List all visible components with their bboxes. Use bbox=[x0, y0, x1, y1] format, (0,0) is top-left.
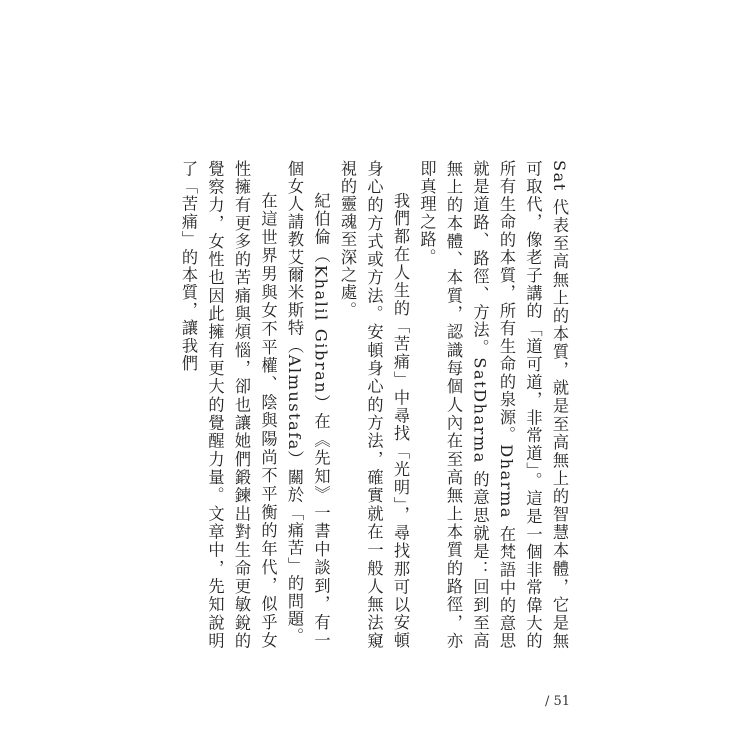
page-number: / 51 bbox=[545, 694, 571, 709]
paragraph-women: 在這世界男與女不平權、陰與陽尚不平衡的年代，似乎女性擁有更多的苦痛與煩惱，卻也讓她們鍛鍊出對生命更敏銳的覺察力，女性也因此擁有更大的覺醒力量。文章中，先知說明了「苦痛」的本質，讓我們 bbox=[179, 160, 278, 650]
paragraph-gibran: 紀伯倫（Khalil Gibran）在《先知》一書中談到，有一個女人請教艾爾米斯特（Almustafa）關於「痛苦」的問題。 bbox=[285, 160, 331, 650]
paragraph-suffering-light: 我們都在人生的「苦痛」中尋找「光明」，尋找那可以安頓身心的方式或方法。安頓身心的方法，確實就在一般人無法窺視的靈魂至深之處。 bbox=[338, 160, 410, 650]
vertical-text-body bbox=[175, 160, 573, 650]
paragraph-satdharma: Sat 代表至高無上的本質，就是至高無上的智慧本體，它是無可取代，像老子講的「道可道，非常道」。這是一個非常偉大的所有生命的本質，所有生命的泉源。Dharma 在梵語中的意思就是道路、路徑、方法。SatDharma 的意思就是：回到至高無上的本體、本質，認識每個人內在至高無上本質的路徑，亦即真理之路。 bbox=[417, 160, 569, 650]
